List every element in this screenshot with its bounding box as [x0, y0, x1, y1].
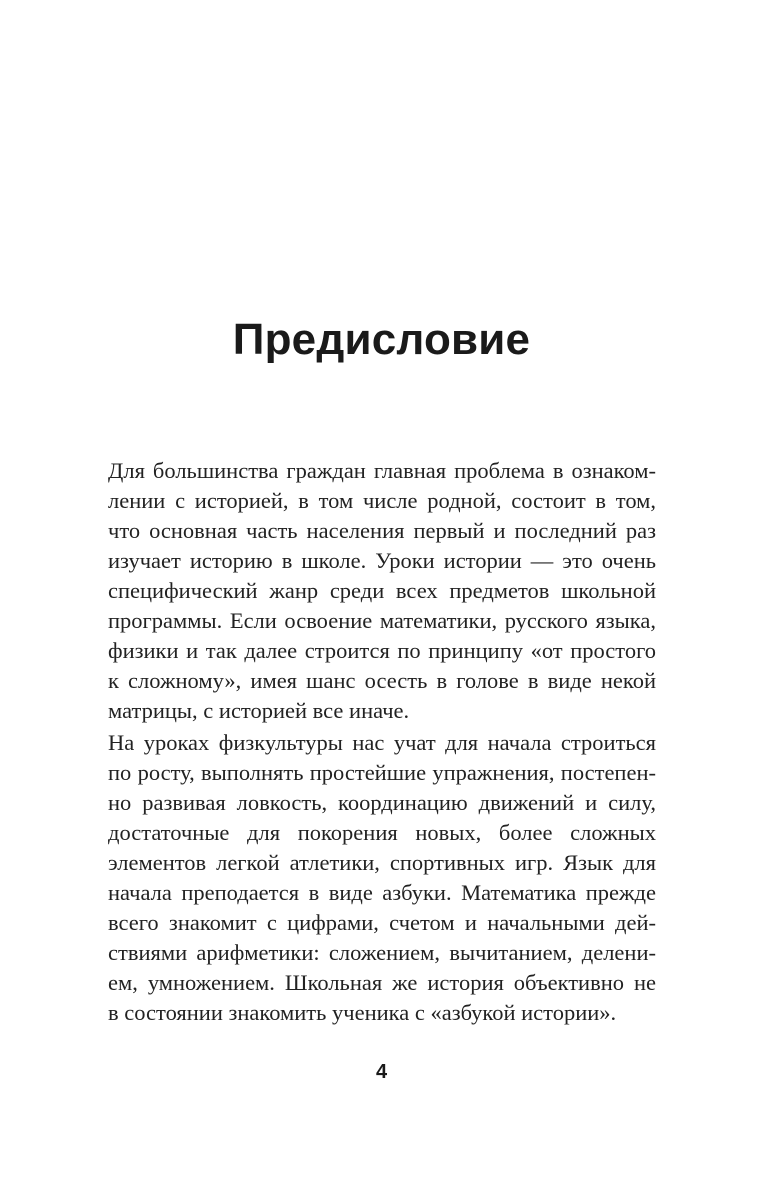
text-line: ствиями арифметики: сложением, вычитанием, делени-	[108, 940, 656, 965]
text-line: лении с историей, в том числе родной, состоит в том,	[108, 488, 656, 513]
text-line: физики и так далее строится по принципу «от простого	[108, 638, 656, 663]
text-line: специфический жанр среди всех предметов школьной	[108, 578, 656, 603]
paragraph-2	[108, 728, 656, 1028]
chapter-heading: Предисловие	[232, 315, 531, 364]
text-line: Для большинства граждан главная проблема в ознаком-	[108, 458, 656, 483]
text-line: достаточные для покорения новых, более сложных	[108, 820, 656, 845]
text-line: всего знакомит с цифрами, счетом и начальными дей-	[108, 910, 656, 935]
text-line: элементов легкой атлетики, спортивных игр. Язык для	[108, 850, 656, 875]
text-line: ем, умножением. Школьная же история объективно не	[108, 970, 656, 995]
text-line: программы. Если освоение математики, русского языка,	[108, 608, 656, 633]
text-line: что основная часть населения первый и последний раз	[108, 518, 656, 543]
text-line: матрицы, с историей все иначе.	[108, 698, 410, 723]
text-line: начала преподается в виде азбуки. Математика прежде	[108, 880, 656, 905]
text-line: но развивая ловкость, координацию движений и силу,	[108, 790, 656, 815]
text-line: по росту, выполнять простейшие упражнения, постепен-	[108, 760, 656, 785]
paragraph-1	[108, 456, 656, 726]
text-line: изучает историю в школе. Уроки истории — это очень	[108, 548, 656, 573]
text-line: На уроках физкультуры нас учат для начала строиться	[108, 730, 656, 755]
body-text	[108, 456, 656, 1028]
page-number: 4	[375, 1061, 388, 1083]
text-line: в состоянии знакомить ученика с «азбукой истории».	[108, 1000, 617, 1025]
text-line: к сложному», имея шанс осесть в голове в виде некой	[108, 668, 656, 693]
